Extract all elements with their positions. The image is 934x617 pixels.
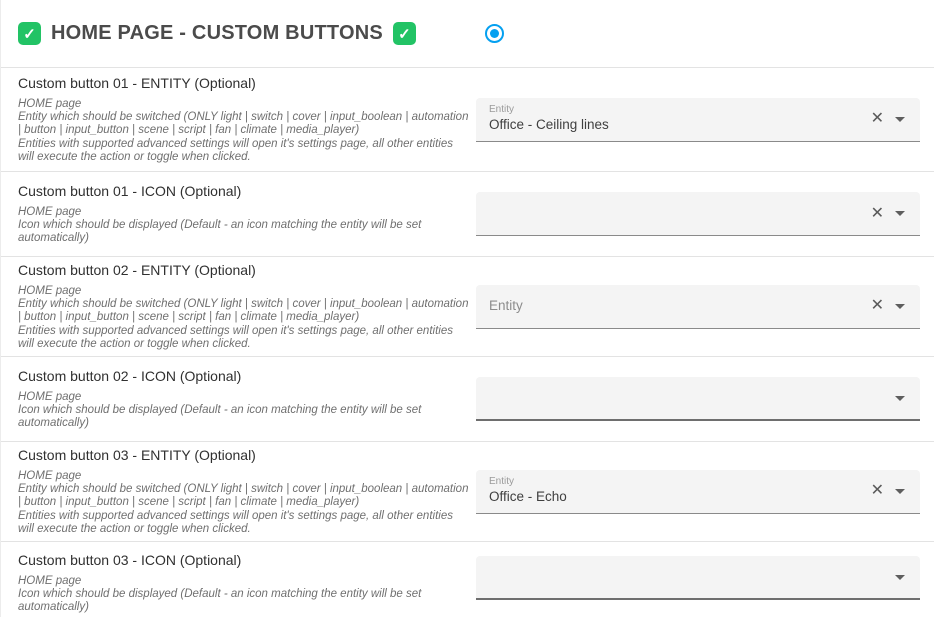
row-custom-button-02-icon (1, 357, 934, 442)
clear-icon[interactable]: ✕ (870, 297, 884, 314)
row-title: Custom button 01 - ENTITY (Optional) (18, 74, 256, 91)
row-description (18, 368, 470, 431)
chevron-down-icon[interactable] (895, 575, 905, 580)
row-title: Custom button 03 - ICON (Optional) (18, 552, 242, 568)
row-title: Custom button 02 - ENTITY (Optional) (18, 261, 256, 278)
row-custom-button-03-entity (1, 442, 934, 542)
help-line: Entity which should be switched (ONLY light | switch | cover | input_boolean | automation | button | input_button | scene | script | fan | climate | media_player) (18, 298, 469, 324)
icon-select-02[interactable] (476, 377, 920, 421)
chevron-down-icon[interactable] (895, 304, 905, 309)
row-description (18, 552, 470, 615)
help-line: Icon which should be displayed (Default - an icon matching the entity will be set automatically) (18, 403, 422, 430)
row-custom-button-01-entity (1, 68, 934, 172)
row-help-text (18, 575, 470, 615)
help-line: HOME page (18, 97, 82, 110)
page-title: HOME PAGE - CUSTOM BUTTONS (51, 22, 383, 44)
icon-select-03[interactable] (476, 556, 920, 600)
check-emoji-icon: ✓ (18, 22, 41, 45)
row-description (18, 183, 470, 246)
help-line: HOME page (18, 205, 82, 218)
row-custom-button-01-icon (1, 172, 934, 257)
row-description (18, 262, 470, 351)
help-line: HOME page (18, 284, 82, 297)
chevron-down-icon[interactable] (895, 211, 905, 216)
row-description (18, 447, 470, 536)
row-description (18, 75, 470, 164)
help-line: Entities with supported advanced settings will open it's settings page, all other entities will execute the action or toggle when clicked. (18, 509, 453, 535)
row-custom-button-02-entity (1, 257, 934, 357)
field-value: Office - Echo (489, 488, 567, 504)
row-title: Custom button 02 - ICON (Optional) (18, 367, 242, 384)
row-title: Custom button 01 - ICON (Optional) (18, 182, 242, 199)
clear-icon[interactable]: ✕ (870, 110, 884, 127)
help-line: Icon which should be displayed (Default - an icon matching the entity will be set automatically) (18, 588, 422, 614)
help-line: HOME page (18, 390, 82, 403)
clear-icon[interactable]: ✕ (870, 482, 884, 499)
clear-icon[interactable]: ✕ (870, 204, 884, 222)
help-line: Icon which should be displayed (Default - an icon matching the entity will be set automatically) (18, 218, 422, 245)
row-title: Custom button 03 - ENTITY (Optional) (18, 446, 256, 463)
entity-select-03[interactable] (476, 470, 920, 514)
help-line: Entities with supported advanced settings will open it's settings page, all other entities will execute the action or toggle when clicked. (18, 324, 453, 350)
row-help-text (18, 98, 470, 164)
help-line: Entity which should be switched (ONLY light | switch | cover | input_boolean | automation | button | input_button | scene | script | fan | climate | media_player) (18, 111, 469, 137)
chevron-down-icon[interactable] (895, 396, 905, 401)
help-line: Entity which should be switched (ONLY light | switch | cover | input_boolean | automation | button | input_button | scene | script | fan | climate | media_player) (18, 483, 469, 509)
row-help-text (18, 285, 470, 351)
row-help-text (18, 206, 470, 246)
section-header (1, 0, 934, 68)
help-line: HOME page (18, 469, 82, 482)
row-help-text (18, 391, 470, 431)
chevron-down-icon[interactable] (895, 489, 905, 494)
section-radio-button[interactable] (485, 24, 504, 43)
row-custom-button-03-icon (1, 542, 934, 617)
help-line: Entities with supported advanced settings will open it's settings page, all other entities will execute the action or toggle when clicked. (18, 137, 453, 163)
field-label: Entity (489, 475, 515, 487)
entity-select-01[interactable] (476, 98, 920, 142)
check-emoji-icon: ✓ (393, 22, 416, 45)
help-line: HOME page (18, 575, 82, 587)
field-value: Office - Ceiling lines (489, 116, 609, 132)
field-placeholder: Entity (489, 297, 523, 313)
radio-dot-icon (490, 29, 499, 38)
chevron-down-icon[interactable] (895, 117, 905, 122)
field-label: Entity (489, 103, 515, 115)
row-help-text (18, 470, 470, 536)
entity-select-02[interactable] (476, 285, 920, 329)
icon-select-01[interactable] (476, 192, 920, 236)
